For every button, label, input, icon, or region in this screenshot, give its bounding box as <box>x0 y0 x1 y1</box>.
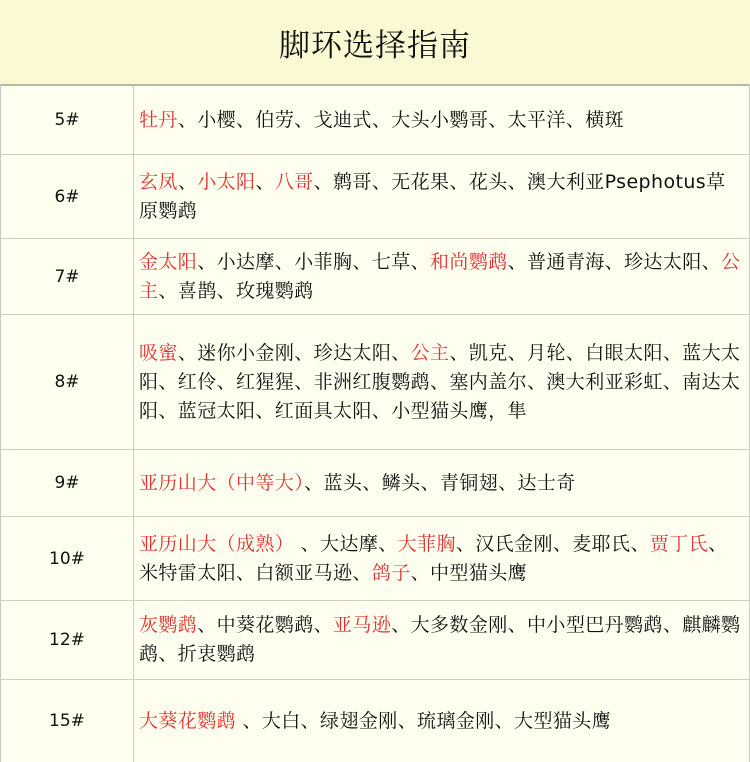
ring-size-table <box>0 84 750 762</box>
species-cell <box>134 680 749 762</box>
species-cell <box>134 315 749 449</box>
highlighted-species: 亚历山大（成熟） <box>139 532 295 555</box>
species-text-segment: 、小樱、伯劳、戈迪式、大头小鹦哥、太平洋、横斑 <box>177 108 625 131</box>
title-bar <box>0 0 750 84</box>
species-cell <box>134 517 749 600</box>
highlighted-species: 灰鹦鹉 <box>139 614 198 636</box>
highlighted-species: 吸蜜 <box>139 341 178 364</box>
species-text-segment: 、小达摩、小菲胸、七草、 <box>197 250 431 273</box>
species-text-segment: 、蓝头、鳞头、青铜翅、达士奇 <box>304 471 576 494</box>
highlighted-species: 玄凤 <box>139 170 178 193</box>
species-list <box>139 611 741 669</box>
species-list <box>139 530 741 588</box>
species-list <box>139 168 741 226</box>
species-text-segment: 、普通青海、珍达太阳、 <box>507 250 722 273</box>
ring-size-cell: 7# <box>1 239 134 314</box>
page-title: 脚环选择指南 <box>279 27 471 64</box>
highlighted-species: 亚历山大（中等大） <box>139 471 305 494</box>
highlighted-species: 公主 <box>139 250 741 302</box>
species-text-segment: 、汉氏金刚、麦耶氏、 <box>455 532 650 555</box>
table-row <box>1 154 749 238</box>
highlighted-species: 贾丁氏 <box>649 532 709 555</box>
species-text-segment: 、凯克、月轮、白眼太阳、蓝大太阳、红伶、红猩猩、非洲红腹鹦鹉、塞内盖尔、澳大利亚彩虹、南达太阳、蓝冠太阳、红面具太阳、小型猫头鹰，隼 <box>139 341 741 422</box>
species-text-segment: 、 <box>177 170 198 193</box>
highlighted-species: 金太阳 <box>139 250 198 273</box>
species-text-segment: 、迷你小金刚、珍达太阳、 <box>177 341 411 364</box>
species-text-segment: 、喜鹊、玫瑰鹦鹉 <box>158 279 314 302</box>
species-list <box>139 248 741 306</box>
species-list <box>139 707 611 736</box>
species-list <box>139 469 576 498</box>
table-row <box>1 679 749 762</box>
highlighted-species: 大葵花鹦鹉 <box>139 709 237 732</box>
ring-size-cell: 12# <box>1 601 134 679</box>
highlighted-species: 大菲胸 <box>397 532 456 555</box>
ring-size-cell: 10# <box>1 517 134 600</box>
ring-size-cell: 9# <box>1 450 134 516</box>
species-text-segment: 、大达摩、 <box>294 532 398 555</box>
species-cell <box>134 450 749 516</box>
highlighted-species: 鸽子 <box>371 561 411 584</box>
table-row <box>1 600 749 679</box>
ring-size-cell: 6# <box>1 155 134 238</box>
species-cell <box>134 155 749 238</box>
highlighted-species: 八哥 <box>274 170 314 193</box>
highlighted-species: 牡丹 <box>139 108 178 131</box>
species-text-segment: 、米特雷太阳、白额亚马逊、 <box>139 532 728 584</box>
species-cell <box>134 239 749 314</box>
species-cell <box>134 601 749 679</box>
highlighted-species: 公主 <box>410 341 450 364</box>
table-row <box>1 84 749 154</box>
highlighted-species: 亚马逊 <box>333 614 392 636</box>
species-text-segment: 、大多数金刚、中小型巴丹鹦鹉、麒麟鹦鹉、折衷鹦鹉 <box>139 614 741 665</box>
species-text-segment: 、大白、绿翅金刚、琉璃金刚、大型猫头鹰 <box>236 709 612 732</box>
species-text-segment: 、中型猫头鹰 <box>410 561 528 584</box>
species-list <box>139 339 741 426</box>
species-text-segment: 、 <box>255 170 275 193</box>
species-text-segment: 、鹩哥、无花果、花头、澳大利亚Psephotus草原鹦鹉 <box>139 170 726 222</box>
highlighted-species: 和尚鹦鹉 <box>430 250 508 273</box>
ring-size-cell: 8# <box>1 315 134 449</box>
table-row <box>1 516 749 600</box>
table-row <box>1 238 749 314</box>
highlighted-species: 小太阳 <box>197 170 256 193</box>
table-row <box>1 314 749 449</box>
species-cell <box>134 86 749 154</box>
ring-size-cell: 5# <box>1 86 134 154</box>
table-row <box>1 449 749 516</box>
species-text-segment: 、中葵花鹦鹉、 <box>197 614 334 636</box>
species-list <box>139 106 624 135</box>
ring-size-cell: 15# <box>1 680 134 762</box>
